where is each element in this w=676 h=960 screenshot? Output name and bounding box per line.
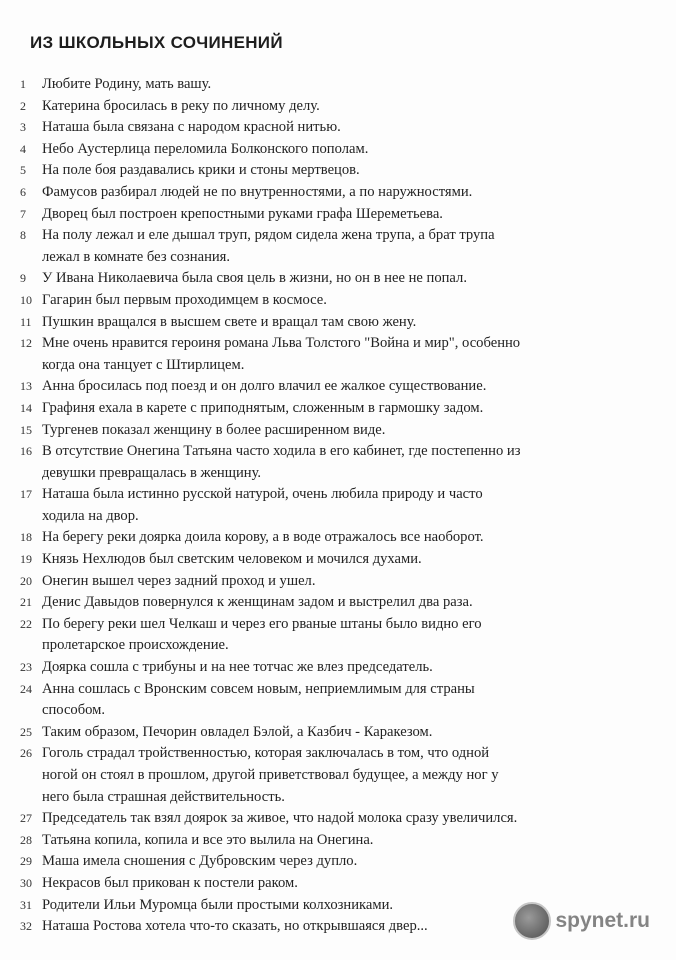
list-item [20,571,640,593]
list-item [20,290,640,312]
item-number: 32 [20,919,32,934]
list-item [20,851,640,873]
item-text-line: Князь Нехлюдов был светским человеком и мочился духами. [42,551,422,568]
item-text-line: Наташа была истинно русской натурой, очень любила природу и часто [42,486,483,503]
list-item [20,441,640,484]
item-text-line: Тургенев показал женщину в более расширенном виде. [42,421,386,438]
watermark [513,902,650,940]
item-text-line: Таким образом, Печорин овладел Бэлой, а Казбич - Каракезом. [42,723,433,740]
item-number: 2 [20,98,26,113]
item-text-line: Наташа была связана с народом красной нитью. [42,119,341,136]
item-text-line: Доярка сошла с трибуны и на нее тотчас же влез председатель. [42,659,433,676]
item-number: 15 [20,422,32,437]
list-item [20,614,640,657]
item-text-line: Пушкин вращался в высшем свете и вращал там свою жену. [42,313,417,330]
list-item [20,420,640,442]
list-item [20,333,640,376]
item-text-line: На поле боя раздавались крики и стоны мертвецов. [42,162,360,179]
item-number: 10 [20,292,32,307]
item-number: 25 [20,724,32,739]
item-text-line: пролетарское происхождение. [42,637,229,654]
list-item [20,592,640,614]
item-number: 29 [20,854,32,869]
item-number: 22 [20,616,32,631]
item-number: 20 [20,573,32,588]
item-text-line: У Ивана Николаевича была своя цель в жизни, но он в нее не попал. [42,270,467,287]
item-text-line: Графиня ехала в карете с приподнятым, сложенным в гармошку задом. [42,399,484,416]
page-title: ИЗ ШКОЛЬНЫХ СОЧИНЕНИЙ [30,33,283,52]
list-item [20,74,640,96]
item-text-line: Небо Аустерлица переломила Болконского пополам. [42,140,369,157]
item-text-line: Гоголь страдал тройственностью, которая заключалась в том, что одной [42,745,490,762]
item-number: 12 [20,336,32,351]
item-text-line: Любите Родину, мать вашу. [42,76,212,92]
item-number: 26 [20,746,32,761]
list-item [20,398,640,420]
item-text-line: Катерина бросилась в реку по личному делу. [42,97,320,114]
essay-list [20,74,640,938]
item-number: 23 [20,660,32,675]
item-number: 24 [20,681,32,696]
list-item [20,204,640,226]
list-item [20,549,640,571]
item-text-line: него была страшная действительность. [42,788,285,805]
item-number: 13 [20,379,32,394]
list-item [20,312,640,334]
list-item [20,139,640,161]
list-item [20,679,640,722]
item-text-line: Маша имела сношения с Дубровским через дупло. [42,853,358,870]
item-number: 11 [20,314,32,329]
item-text-line: Гагарин был первым проходимцем в космосе. [42,291,327,308]
item-text-line: Родители Ильи Муромца были простыми колхозниками. [42,896,394,913]
item-number: 31 [20,897,32,912]
item-text-line: В отсутствие Онегина Татьяна часто ходила в его кабинет, где постепенно из [42,443,521,460]
item-text-line: Фамусов разбирал людей не по внутренностями, а по наружностями. [42,183,473,200]
item-text-line: Наташа Ростова хотела что-то сказать, но открывшаяся двер... [42,918,428,935]
item-text-line: Председатель так взял доярок за живое, что надой молока сразу увеличился. [42,810,518,827]
item-text-line: Мне очень нравится героиня романа Льва Толстого "Война и мир", особенно [42,335,521,352]
list-item [20,268,640,290]
item-text-line: Анна бросилась под поезд и он долго влачил ее жалкое существование. [42,378,487,395]
item-number: 30 [20,875,32,890]
list-item [20,873,640,895]
item-number: 9 [20,271,26,286]
item-text-line: лежал в комнате без сознания. [42,248,231,265]
item-text-line: Некрасов был прикован к постели раком. [42,874,298,891]
item-number: 5 [20,163,26,178]
item-text-line: Дворец был построен крепостными руками графа Шереметьева. [42,205,443,222]
item-text-line: По берегу реки шел Челкаш и через его рваные штаны было видно его [42,615,482,632]
item-number: 7 [20,206,26,221]
list-item [20,808,640,830]
item-text-line: Татьяна копила, копила и все это вылила на Онегина. [42,831,374,848]
list-item [20,225,640,268]
item-number: 17 [20,487,32,502]
list-item [20,743,640,808]
list-item [20,160,640,182]
item-number: 16 [20,444,32,459]
item-number: 4 [20,141,26,156]
item-number: 27 [20,811,32,826]
list-item [20,376,640,398]
item-number: 8 [20,228,26,243]
item-text-line: ногой он стоял в прошлом, другой приветствовал будущее, а между ног у [42,767,499,783]
item-text-line: девушки превращалась в женщину. [42,464,262,481]
list-item [20,182,640,204]
list-item [20,657,640,679]
item-text-line: На берегу реки доярка доила корову, а в воде отражалось все наоборот. [42,529,484,546]
list-item [20,830,640,852]
item-number: 3 [20,120,26,135]
item-text-line: ходила на двор. [42,507,139,524]
item-text-line: На полу лежал и еле дышал труп, рядом сидела жена трупа, а брат трупа [42,227,495,244]
item-text-line: когда она танцует с Штирлицем. [42,356,245,373]
list-item [20,96,640,118]
item-text-line: Анна сошлась с Вронским совсем новым, неприемлимым для страны [42,680,475,697]
spy-logo-icon [513,902,551,940]
list-item [20,484,640,527]
list-item [20,117,640,139]
list-item [20,722,640,744]
item-text-line: Денис Давыдов повернулся к женщинам задом и выстрелил два раза. [42,594,473,611]
item-number: 28 [20,832,32,847]
item-text-line: способом. [42,702,106,719]
item-text-line: Онегин вышел через задний проход и ушел. [42,572,316,589]
item-number: 18 [20,530,32,545]
watermark-text: spynet.ru [555,909,650,932]
item-number: 19 [20,552,32,567]
item-number: 6 [20,184,26,199]
item-number: 21 [20,595,32,610]
list-item [20,527,640,549]
item-number: 14 [20,400,32,415]
item-number: 1 [20,77,26,91]
